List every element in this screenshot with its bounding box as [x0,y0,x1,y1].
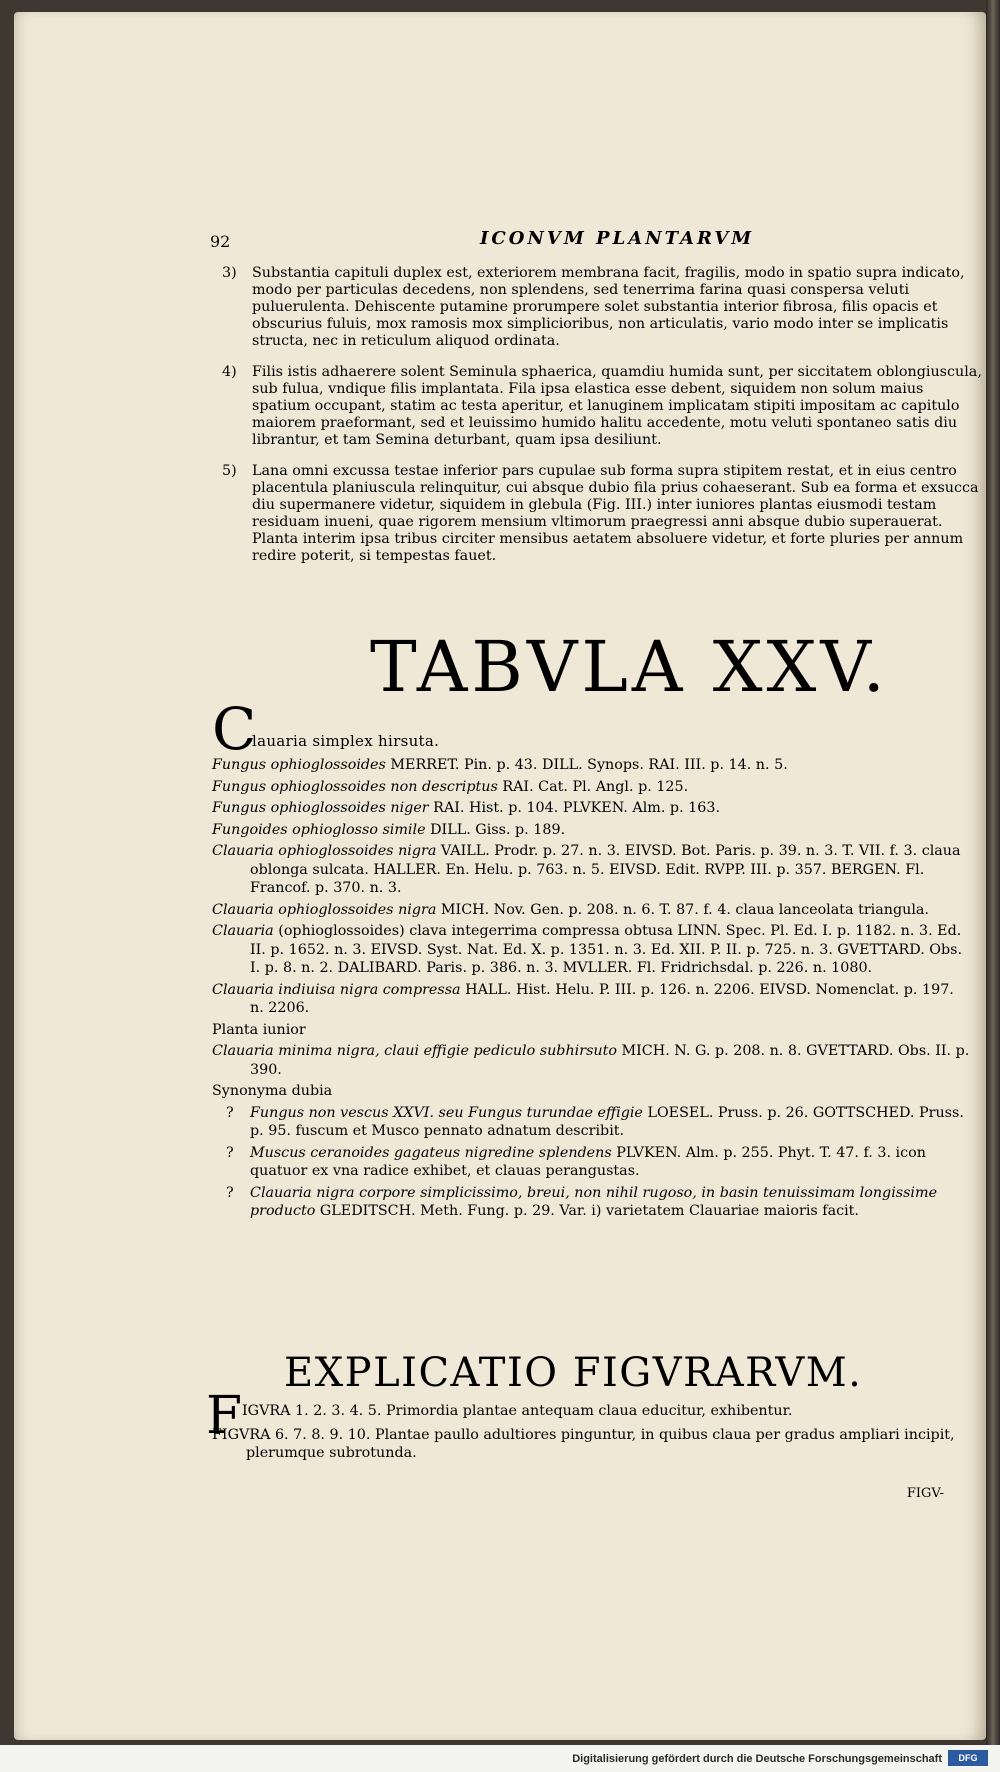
citation: MICH. Nov. Gen. p. 208. n. 6. T. 87. f. 4. claua lanceolata triangula. [436,901,929,918]
tabula-heading: TABVLA XXV. [370,626,889,708]
note-number: 3) [222,265,237,281]
note-number: 5) [222,463,237,479]
numbered-notes [222,265,982,579]
species-title: lauaria simplex hirsuta. [252,732,440,750]
drop-capital-c: C [212,695,257,763]
note-5 [222,463,982,565]
figure-explanations [212,1402,972,1468]
query-mark: ? [226,1104,234,1121]
figure-line: FIGVRA 6. 7. 8. 9. 10. Plantae paullo adultiores pinguntur, in quibus claua per gradus ampliari incipit, plerumque subrotunda. [212,1427,955,1461]
query-mark: ? [226,1184,234,1201]
synonym-list [212,756,972,1224]
dfg-logo: DFG [948,1750,988,1766]
synonym-entry [212,1042,972,1079]
citation: GLEDITSCH. Meth. Fung. p. 29. Var. i) varietatem Clauariae maioris facit. [315,1203,859,1219]
synonym-entry [212,778,972,797]
figure-line: IGVRA 1. 2. 3. 4. 5. Primordia plantae antequam claua educitur, exhibentur. [242,1403,793,1419]
taxon-name: Fungus ophioglossoides non descriptus [212,778,498,795]
explicatio-heading: EXPLICATIO FIGVRARVM. [284,1350,863,1396]
drop-capital-f: F [206,1386,243,1446]
running-title: ICONVM PLANTARVM [480,228,755,249]
note-3 [222,265,982,350]
query-mark: ? [226,1144,234,1161]
funding-note: Digitalisierung gefördert durch die Deutsche Forschungsgemeinschaft [572,1753,942,1765]
taxon-name: Clauaria indiuisa nigra compressa [212,981,461,998]
catchword: FIGV- [906,1486,944,1501]
citation: LOESEL. Pruss. p. 26. GOTTSCHED. Pruss. p. 95. fuscum et Musco pennato adnatum describit. [250,1104,964,1139]
citation: MERRET. Pin. p. 43. DILL. Synops. RAI. III. p. 14. n. 5. [385,757,788,773]
synonym-entry [212,799,972,818]
dubia-entry [212,1184,972,1221]
synonym-entry [212,901,972,920]
taxon-name: Fungus non vescus XXVI. seu Fungus turundae effigie [250,1104,643,1121]
taxon-name: Clauaria ophioglossoides nigra [212,843,437,859]
page-header [210,228,910,258]
taxon-name: Fungus ophioglossoides niger [212,800,429,816]
note-text: Lana omni excussa testae inferior pars cupulae sub forma supra stipitem restat, et in eius centro placentula planiuscula relinquitur, cui absque dubio fila prius cohaeserant. Sub ea forma et exsucca diu supermanere videtur, siquidem in glebula (Fig. III.) inter iuniores plantas eiusmodi testam residuam inueni, quae rigorem mensium vltimorum praegressi anni absque dubio superauerat. Planta interim ipsa tribus circiter mensibus aetatem absoluere videtur, et forte pluries per annum redire poterit, si tempestas fauet. [252,463,979,564]
citation: RAI. Hist. p. 104. PLVKEN. Alm. p. 163. [428,800,721,816]
citation: HALL. Hist. Helu. P. III. p. 126. n. 2206. EIVSD. Nomenclat. p. 197. n. 2206. [250,981,954,1016]
citation: PLVKEN. Alm. p. 255. Phyt. T. 47. f. 3. icon quatuor ex vna radice exhibet, et clauas perangustas. [250,1144,926,1179]
note-text: Substantia capituli duplex est, exteriorem membrana facit, fragilis, modo in spatio supra indicato, modo per particulas decedens, non splendens, sed tenerrima farina quasi conspersa veluti puluerulenta. Dehiscente putamine prorumpere solet substantia interior fibrosa, filis opacis et obscurius fuluis, mox ramosis mox simplicioribus, non articulatis, vario modo inter se implicatis structa, nec in reticulum aliquod ordinata. [252,265,965,349]
citation: RAI. Cat. Pl. Angl. p. 125. [497,778,689,795]
dubia-entry [212,1144,972,1181]
book-spine [986,0,1000,1745]
synonym-entry [212,821,972,840]
citation: MICH. N. G. p. 208. n. 8. GVETTARD. Obs. II. p. 390. [250,1043,970,1078]
taxon-name: Fungus ophioglossoides [212,757,386,773]
citation: (ophioglossoides) clava integerrima compressa obtusa LINN. Spec. Pl. Ed. I. p. 1182. n. 3. Ed. II. p. 1652. n. 3. EIVSD. Syst. Nat. Ed. X. p. 1351. n. 3. Ed. XII. P. II. p. 725. n. 3. GVETTARD. Obs. I. p. 8. n. 2. DALIBARD. Paris. p. 386. n. 3. MVLLER. Fl. Fridrichsdal. p. 226. n. 1080. [250,923,963,976]
taxon-name: Fungoides ophioglosso simile [212,821,426,838]
note-4 [222,364,982,449]
page-number: 92 [210,232,231,251]
citation: VAILL. Prodr. p. 27. n. 3. EIVSD. Bot. Paris. p. 39. n. 3. T. VII. f. 3. claua oblonga sulcata. HALLER. En. Helu. p. 763. n. 5. EIVSD. Edit. RVPP. III. p. 357. BERGEN. Fl. Francof. p. 370. n. 3. [250,843,961,896]
synonyma-dubia-label: Synonyma dubia [212,1083,333,1099]
synonym-entry [212,756,972,775]
dubia-entry [212,1104,972,1141]
synonym-entry [212,981,972,1018]
digitization-footer [0,1745,1000,1772]
planta-iunior-label: Planta iunior [212,1021,306,1038]
note-number: 4) [222,364,237,380]
synonym-entry [212,922,972,978]
citation: DILL. Giss. p. 189. [425,821,566,838]
note-text: Filis istis adhaerere solent Seminula sphaerica, quamdiu humida sunt, per siccitatem oblongiuscula, sub fulua, vndique filis implantata. Fila ipsa elastica esse debent, siquidem non solum maius spatium occupant, statim ac testa aperitur, et lanuginem implicatam stipiti impositam ac capitulo maiorem praeformant, sed et leuissimo humido halitu accedente, motu veluti spontaneo satis diu librantur, et tam Semina deturbant, quam ipsa desiliunt. [252,364,982,448]
taxon-name: Clauaria nigra corpore simplicissimo, breui, non nihil rugoso, in basin tenuissimam longissime producto [250,1184,938,1219]
taxon-name: Muscus ceranoides gagateus nigredine splendens [250,1144,612,1161]
taxon-name: Clauaria ophioglossoides nigra [212,901,437,918]
synonym-entry [212,842,972,898]
taxon-name: Clauaria [212,923,274,939]
taxon-name: Clauaria minima nigra, claui effigie pediculo subhirsuto [212,1043,617,1059]
